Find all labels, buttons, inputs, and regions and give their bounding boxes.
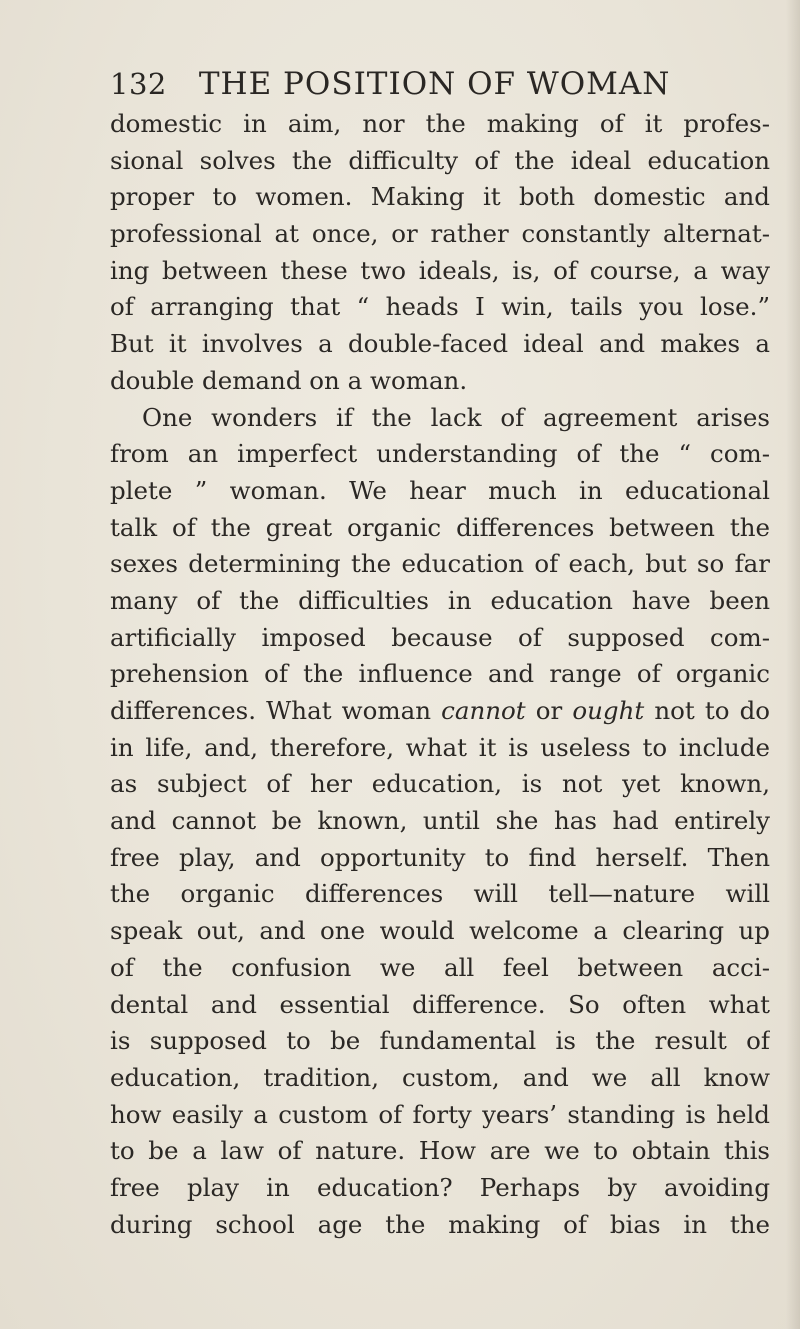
text-line: from an imperfect understanding of the “ com- bbox=[110, 439, 770, 469]
text-line: sional solves the difficulty of the ideal education bbox=[110, 145, 770, 175]
text-line: domestic in aim, nor the making of it profes- bbox=[110, 109, 770, 138]
text-segment: not to do bbox=[654, 696, 770, 725]
text-line: to be a law of nature. How are we to obtain this bbox=[110, 1136, 770, 1166]
text-line: ing between these two ideals, is, of course, a way bbox=[110, 255, 770, 285]
text-line: proper to women. Making it both domestic and bbox=[110, 182, 770, 212]
text-line: free play, and opportunity to find herself. Then bbox=[110, 842, 770, 872]
text-line: But it involves a double-faced ideal and makes a bbox=[110, 329, 770, 359]
text-line: how easily a custom of forty years’ standing is held bbox=[110, 1099, 770, 1129]
text-line: free play in education? Perhaps by avoiding bbox=[110, 1172, 770, 1202]
text-line: and cannot be known, until she has had entirely bbox=[110, 806, 770, 836]
text-line: prehension of the influence and range of organic bbox=[110, 659, 770, 689]
text-line: of the confusion we all feel between acci- bbox=[110, 952, 770, 982]
text-line: professional at once, or rather constantly alternat- bbox=[110, 219, 770, 249]
text-line: double demand on a woman. bbox=[110, 365, 468, 395]
text-line: is supposed to be fundamental is the result of bbox=[110, 1026, 770, 1056]
text-line: plete ” woman. We hear much in educational bbox=[110, 475, 770, 505]
italic-text: ought bbox=[572, 696, 645, 725]
text-line: of arranging that “ heads I win, tails you lose.” bbox=[110, 292, 770, 322]
text-line: dental and essential difference. So often what bbox=[110, 989, 770, 1019]
text-line: sexes determining the education of each, but so far bbox=[110, 549, 770, 579]
text-line: during school age the making of bias in the bbox=[110, 1209, 770, 1239]
text-line-with-italics bbox=[110, 693, 770, 730]
text-line: talk of the great organic differences between the bbox=[110, 512, 770, 542]
text-line: artificially imposed because of supposed com- bbox=[110, 622, 770, 652]
page-edge-shadow bbox=[786, 0, 800, 1329]
running-header bbox=[110, 66, 670, 110]
text-line: the organic differences will tell—nature will bbox=[110, 879, 770, 909]
text-line: in life, and, therefore, what it is useless to include bbox=[110, 732, 770, 762]
running-title: THE POSITION OF WOMAN bbox=[198, 66, 671, 102]
italic-text: cannot bbox=[441, 696, 526, 725]
page-number: 132 bbox=[110, 67, 167, 101]
text-segment: differences. What woman bbox=[110, 696, 431, 725]
text-line: education, tradition, custom, and we all know bbox=[110, 1062, 770, 1092]
text-line: as subject of her education, is not yet known, bbox=[110, 769, 770, 799]
text-segment: or bbox=[535, 696, 563, 725]
paragraph-first-line: One wonders if the lack of agreement arises bbox=[142, 402, 770, 432]
text-line: many of the difficulties in education have been bbox=[110, 585, 770, 615]
body-text bbox=[110, 106, 770, 1243]
text-line: speak out, and one would welcome a clearing up bbox=[110, 916, 770, 946]
